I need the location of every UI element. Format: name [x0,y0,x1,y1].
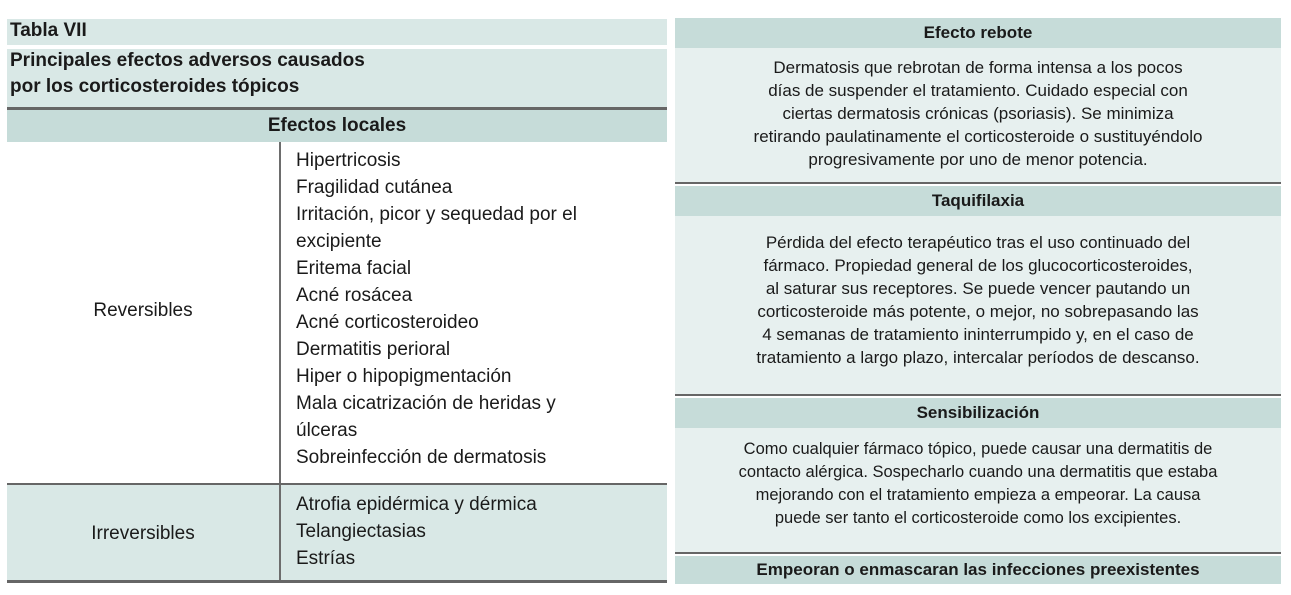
list-item: Acné corticosteroideo [296,312,479,333]
list-item: Eritema facial [296,258,412,279]
body-line: días de suspender el tratamiento. Cuidado especial con [768,81,1188,100]
column-divider [279,485,281,580]
left-table-panel [7,12,667,584]
list-item: úlceras [296,420,358,441]
body-line: puede ser tanto el corticosteroide como los excipientes. [774,509,1182,527]
body-line: corticosteroide más potente, o mejor, no sobrepasando las [757,302,1199,321]
infections-header: Empeoran o enmascaran las infecciones preexistentes [675,556,1281,584]
reversible-row [7,142,667,483]
body-line: mejorando con el tratamiento empieza a empeorar. La causa [755,486,1201,504]
body-line: 4 semanas de tratamiento ininterrumpido y, en el caso de [762,325,1194,344]
section-divider [675,552,1281,554]
irreversible-items-list [296,491,666,572]
rebound-effect-body [675,48,1281,182]
section-divider [675,182,1281,184]
list-item: Dermatitis perioral [296,339,451,360]
tachyphylaxis-header: Taquifilaxia [675,186,1281,216]
sensitization-body [675,428,1281,552]
body-line: Pérdida del efecto terapéutico tras el uso continuado del [765,233,1191,252]
reversible-items-list [296,147,666,471]
table-number: Tabla VII [7,19,667,45]
column-divider [279,142,281,483]
table-title-line-1: Principales efectos adversos causados [7,49,667,75]
list-item: excipiente [296,231,382,252]
tachyphylaxis-body [675,216,1281,394]
reversible-label: Reversibles [93,300,193,321]
list-item: Sobreinfección de dermatosis [296,447,547,468]
rebound-effect-header: Efecto rebote [675,18,1281,48]
sensitization-header: Sensibilización [675,398,1281,428]
list-item: Acné rosácea [296,285,413,306]
body-line: Dermatosis que rebrotan de forma intensa a los pocos [773,58,1183,77]
body-line: al saturar sus receptores. Se puede vencer pautando un [765,279,1191,298]
body-line: ciertas dermatosis crónicas (psoriasis). Se minimiza [782,104,1174,123]
right-table-panel [675,12,1281,584]
local-effects-header: Efectos locales [7,110,667,142]
body-line: retirando paulatinamente el corticosteroide o sustituyéndolo [753,127,1203,146]
list-item: Telangiectasias [296,521,426,542]
list-item: Mala cicatrización de heridas y [296,393,556,414]
list-item: Estrías [296,548,356,569]
irreversible-row [7,485,667,580]
body-line: progresivamente por uno de menor potencia. [808,150,1148,169]
body-line: fármaco. Propiedad general de los glucocorticosteroides, [763,256,1193,275]
list-item: Fragilidad cutánea [296,177,453,198]
irreversible-label: Irreversibles [91,523,195,544]
list-item: Hipertricosis [296,150,401,171]
body-line: Como cualquier fármaco tópico, puede causar una dermatitis de [743,440,1213,458]
body-line: tratamiento a largo plazo, intercalar períodos de descanso. [756,348,1200,367]
section-divider [675,394,1281,396]
table-title-line-2: por los corticosteroides tópicos [7,75,667,107]
list-item: Hiper o hipopigmentación [296,366,512,387]
list-item: Irritación, picor y sequedad por el [296,204,577,225]
body-line: contacto alérgica. Sospecharlo cuando una dermatitis que estaba [738,463,1218,481]
list-item: Atrofia epidérmica y dérmica [296,494,537,515]
table-bottom-rule [7,580,667,583]
